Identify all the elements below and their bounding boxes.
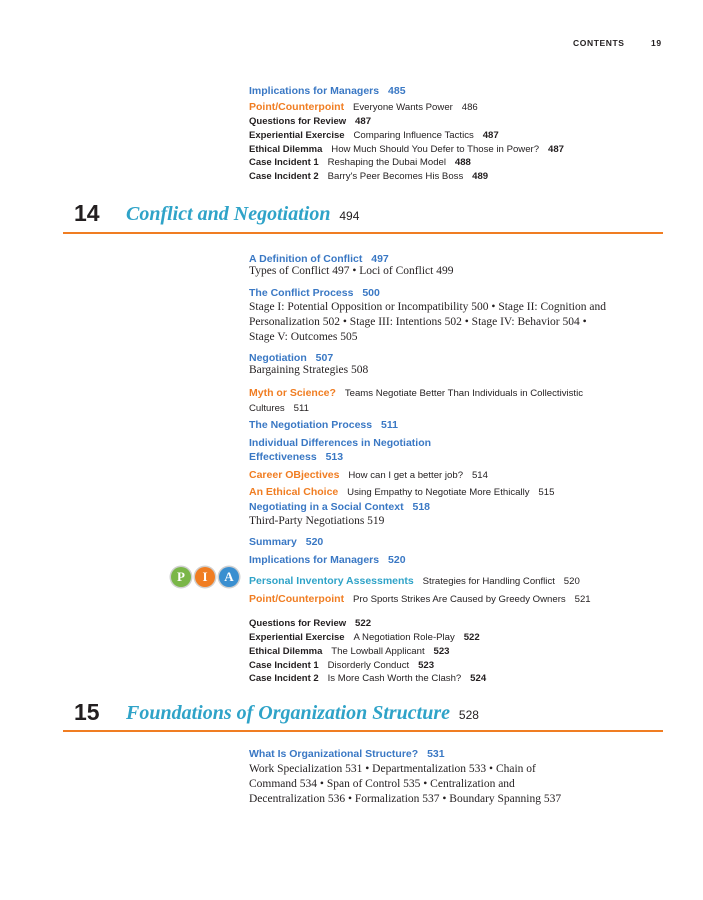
pia-a-icon: A	[219, 567, 239, 587]
toc-subentry: Third-Party Negotiations 519	[249, 515, 385, 527]
toc-entry[interactable]: Career OBjectives How can I get a better job? 514	[249, 469, 488, 481]
toc-entry[interactable]: The Conflict Process 500	[249, 287, 380, 299]
toc-entry[interactable]: What Is Organizational Structure? 531	[249, 748, 445, 760]
toc-entry[interactable]: Case Incident 2 Barry's Peer Becomes His Boss 489	[249, 171, 489, 182]
toc-subentry: Bargaining Strategies 508	[249, 364, 369, 376]
toc-entry[interactable]: An Ethical Choice Using Empathy to Negotiate More Ethically 515	[249, 486, 555, 498]
chapter-heading[interactable]	[126, 702, 479, 725]
page-number: 19	[651, 38, 662, 48]
toc-subentry: Decentralization 536 • Formalization 537 • Boundary Spanning 537	[249, 793, 562, 805]
toc-entry[interactable]: Ethical Dilemma How Much Should You Defer to Those in Power? 487	[249, 144, 564, 155]
toc-subentry: Stage V: Outcomes 505	[249, 331, 358, 343]
toc-entry[interactable]: Point/Counterpoint Everyone Wants Power 486	[249, 101, 478, 113]
toc-entry[interactable]: Negotiating in a Social Context 518	[249, 501, 431, 513]
toc-entry[interactable]: Experiential Exercise Comparing Influence Tactics 487	[249, 130, 499, 141]
toc-entry-continued[interactable]: Effectiveness 513	[249, 451, 344, 463]
chapter-number: 14	[74, 200, 100, 226]
toc-entry[interactable]: Questions for Review 522	[249, 618, 372, 629]
toc-entry[interactable]: Case Incident 1 Reshaping the Dubai Model 488	[249, 157, 471, 168]
toc-subentry: Work Specialization 531 • Departmentalization 533 • Chain of	[249, 763, 536, 775]
toc-entry[interactable]: Negotiation 507	[249, 352, 334, 364]
toc-entry[interactable]: The Negotiation Process 511	[249, 419, 398, 431]
toc-subentry: Command 534 • Span of Control 535 • Centralization and	[249, 778, 515, 790]
chapter-page: 528	[458, 708, 479, 722]
pia-p-icon: P	[171, 567, 191, 587]
toc-entry[interactable]: Questions for Review 487	[249, 116, 372, 127]
chapter-title: Foundations of Organization Structure	[126, 702, 450, 724]
chapter-heading[interactable]	[126, 203, 359, 226]
toc-subentry: Personalization 502 • Stage III: Intentions 502 • Stage IV: Behavior 504 •	[249, 316, 587, 328]
toc-entry[interactable]: Implications for Managers 520	[249, 554, 406, 566]
toc-entry[interactable]: Summary 520	[249, 536, 324, 548]
toc-entry[interactable]: Experiential Exercise A Negotiation Role-Play 522	[249, 632, 480, 643]
toc-entry[interactable]: Point/Counterpoint Pro Sports Strikes Are Caused by Greedy Owners 521	[249, 593, 591, 605]
toc-entry[interactable]: Implications for Managers 485	[249, 85, 406, 97]
toc-entry[interactable]: Case Incident 2 Is More Cash Worth the Clash? 524	[249, 673, 487, 684]
pia-i-icon: I	[195, 567, 215, 587]
chapter-page: 494	[339, 209, 360, 223]
toc-entry-continued: Cultures 511	[249, 403, 309, 414]
toc-entry[interactable]: Myth or Science? Teams Negotiate Better Than Individuals in Collectivistic	[249, 387, 584, 399]
toc-entry[interactable]: Individual Differences in Negotiation	[249, 437, 432, 449]
toc-subentry: Types of Conflict 497 • Loci of Conflict 499	[249, 265, 454, 277]
chapter-title: Conflict and Negotiation	[126, 203, 331, 225]
toc-entry[interactable]: A Definition of Conflict 497	[249, 253, 389, 265]
chapter-number: 15	[74, 699, 100, 725]
toc-entry[interactable]: Ethical Dilemma The Lowball Applicant 523	[249, 646, 450, 657]
running-head: CONTENTS	[573, 38, 625, 48]
chapter-rule	[63, 730, 663, 732]
toc-entry[interactable]: Personal Inventory Assessments Strategies for Handling Conflict 520	[249, 575, 580, 587]
toc-entry[interactable]: Case Incident 1 Disorderly Conduct 523	[249, 660, 435, 671]
chapter-rule	[63, 232, 663, 234]
toc-subentry: Stage I: Potential Opposition or Incompatibility 500 • Stage II: Cognition and	[249, 301, 606, 313]
